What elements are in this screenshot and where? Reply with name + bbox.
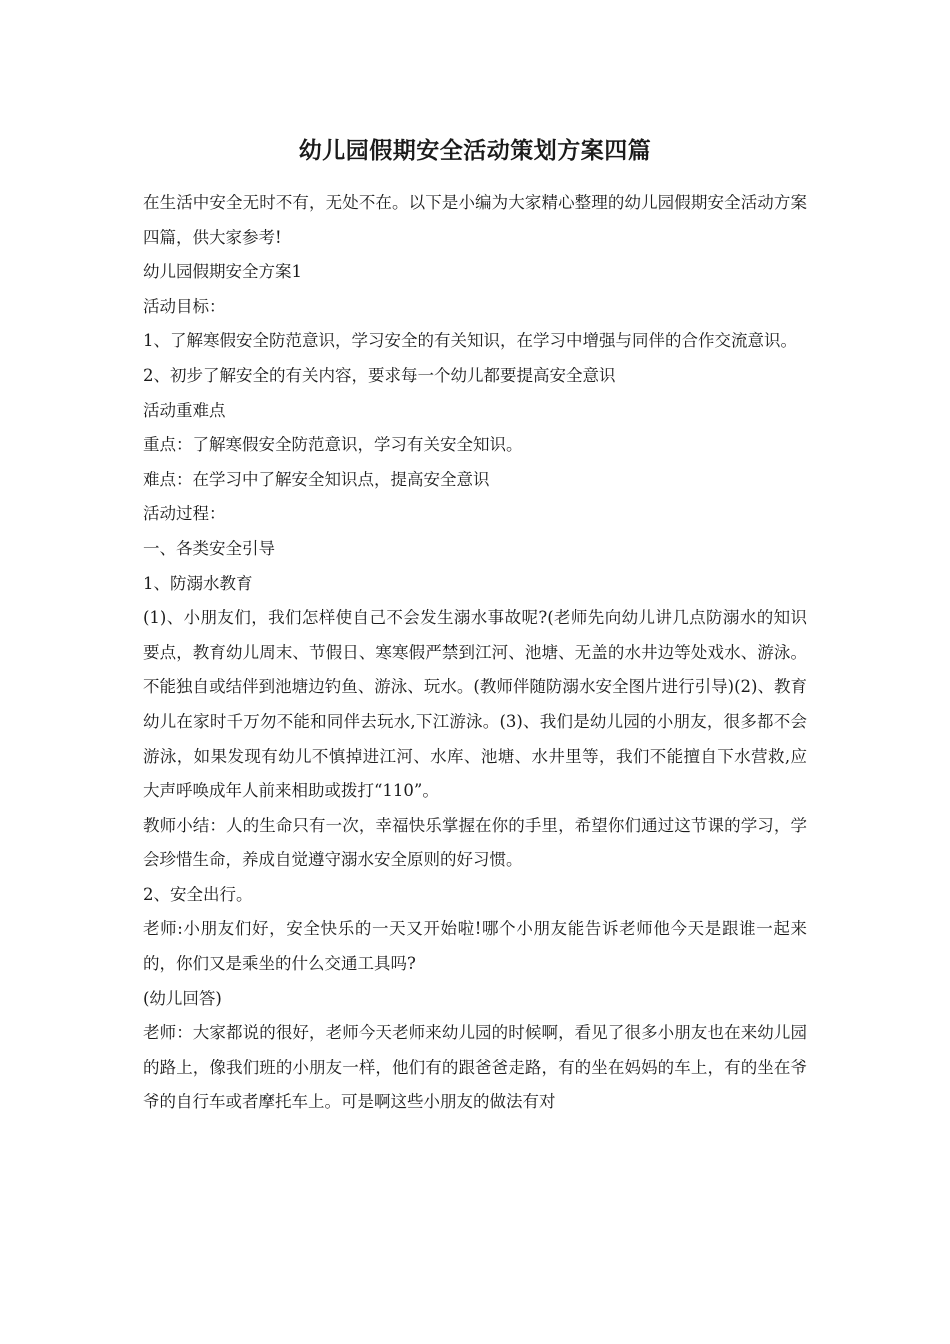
subheading-drowning-prevention: 1、防溺水教育 — [143, 573, 253, 593]
teacher-remark: 老师：大家都说的很好，老师今天老师来幼儿园的时候啊，看见了很多小朋友也在来幼儿园的路上，像我们班的小朋友一样，他们有的跟爸爸走路，有的坐在妈妈的车上，有的坐在爷爷的自行车或者摩托车上。可是啊这些小朋友的做法有对 — [143, 1023, 807, 1112]
section-heading-plan-1: 幼儿园假期安全方案1 — [143, 262, 302, 282]
heading-key-difficulties: 活动重难点 — [143, 400, 226, 420]
teacher-summary: 教师小结：人的生命只有一次，幸福快乐掌握在你的手里，希望你们通过这节课的学习，学会珍惜生命，养成自觉遵守溺水安全原则的好习惯。 — [143, 815, 807, 870]
intro-paragraph: 在生活中安全无时不有，无处不在。以下是小编为大家精心整理的幼儿园假期安全活动方案四篇，供大家参考! — [143, 193, 807, 247]
drowning-prevention-paragraph: (1)、小朋友们，我们怎样使自己不会发生溺水事故呢?(老师先向幼儿讲几点防溺水的知识要点，教育幼儿周末、节假日、寒寒假严禁到江河、池塘、无盖的水井边等处戏水、游泳。不能独自或结伴到池塘边钓鱼、游泳、玩水。(教师伴随防溺水安全图片进行引导)(2)、教育幼儿在家时千万勿不能和同伴去玩水,下江游泳。(3)、我们是幼儿园的小朋友，很多都不会游泳，如果发现有幼儿不慎掉进江河、水库、池塘、水井里等，我们不能擅自下水营救,应大声呼唤成年人前来相助或拨打“110”。 — [143, 608, 807, 801]
heading-activity-goals: 活动目标： — [143, 296, 226, 316]
document-body — [143, 128, 807, 1120]
children-answer: (幼儿回答) — [143, 988, 222, 1008]
subheading-safe-travel: 2、安全出行。 — [143, 884, 253, 904]
heading-activity-process: 活动过程： — [143, 504, 226, 524]
teacher-question: 老师:小朋友们好，安全快乐的一天又开始啦!哪个小朋友能告诉老师他今天是跟谁一起来的，你们又是乘坐的什么交通工具吗? — [143, 919, 807, 974]
difficult-point: 难点：在学习中了解安全知识点，提高安全意识 — [143, 469, 490, 489]
goal-item-1: 1、了解寒假安全防范意识，学习安全的有关知识，在学习中增强与同伴的合作交流意识。 — [143, 331, 797, 351]
goal-item-2: 2、初步了解安全的有关内容，要求每一个幼儿都要提高安全意识 — [143, 365, 616, 385]
process-step-1: 一、各类安全引导 — [143, 538, 275, 558]
key-point: 重点：了解寒假安全防范意识，学习有关安全知识。 — [143, 435, 523, 455]
document-title: 幼儿园假期安全活动策划方案四篇 — [298, 137, 652, 164]
